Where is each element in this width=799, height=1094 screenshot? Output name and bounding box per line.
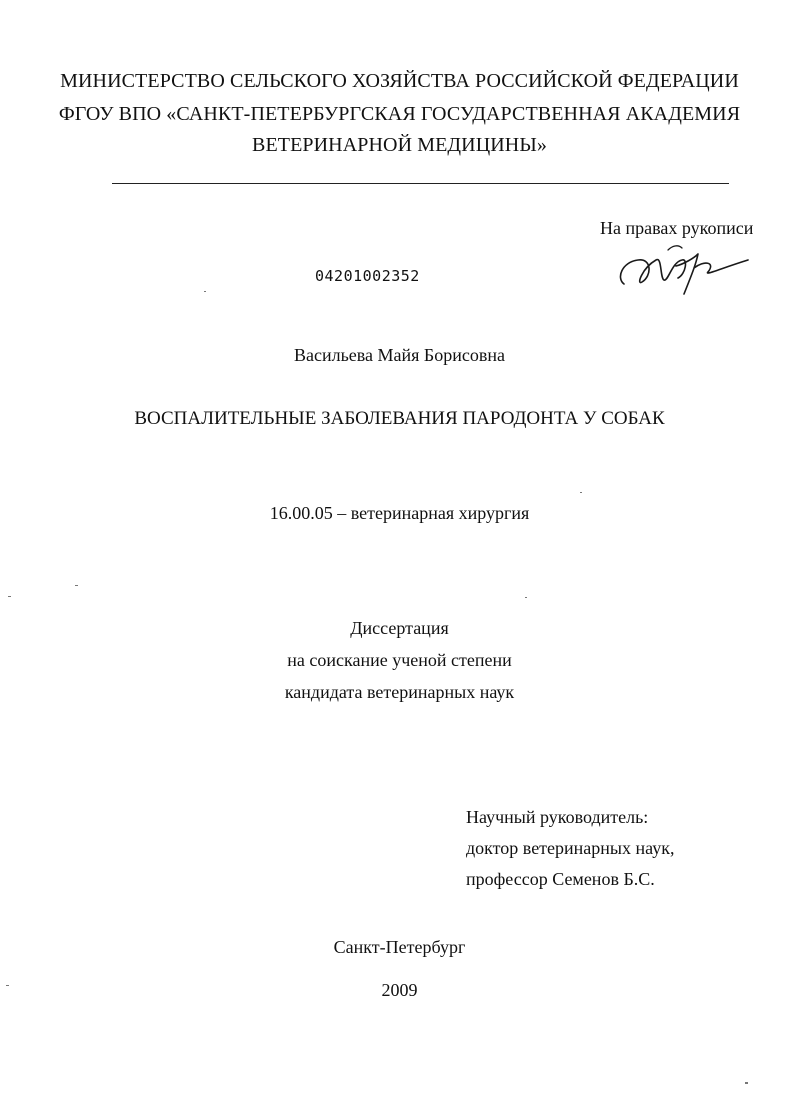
ministry-header: МИНИСТЕРСТВО СЕЛЬСКОГО ХОЗЯЙСТВА РОССИЙСКОЙ ФЕДЕРАЦИИ (60, 70, 739, 92)
scan-speck (6, 985, 9, 986)
scan-speck (580, 492, 582, 493)
scan-speck (525, 597, 527, 598)
institution-header: ФГОУ ВПО «САНКТ-ПЕТЕРБУРГСКАЯ ГОСУДАРСТВЕННАЯ АКАДЕМИЯ (58, 103, 741, 125)
scan-speck (8, 596, 11, 597)
specialty: 16.00.05 – ветеринарная хирургия (269, 503, 530, 523)
scan-speck (745, 1082, 748, 1084)
header-divider (112, 183, 729, 184)
degree-line-2: на соискание ученой степени (287, 650, 512, 670)
author-name: Васильева Майя Борисовна (293, 345, 506, 365)
supervisor-label: Научный руководитель: (466, 807, 649, 827)
signature (612, 238, 752, 298)
institution-header-cont: ВЕТЕРИНАРНОЙ МЕДИЦИНЫ» (252, 134, 547, 156)
degree-line-3: кандидата ветеринарных наук (284, 682, 515, 702)
supervisor-degree: доктор ветеринарных наук, (466, 838, 675, 858)
city: Санкт-Петербург (333, 937, 466, 957)
scan-speck (204, 291, 206, 292)
catalog-number: 04201002352 (315, 267, 420, 285)
dissertation-title: ВОСПАЛИТЕЛЬНЫЕ ЗАБОЛЕВАНИЯ ПАРОДОНТА У СОБАК (134, 408, 665, 429)
manuscript-note: На правах рукописи (600, 218, 754, 238)
degree-line-1: Диссертация (350, 618, 449, 638)
supervisor-name: профессор Семенов Б.С. (466, 869, 655, 889)
year: 2009 (381, 980, 418, 1000)
scan-speck (75, 585, 78, 586)
